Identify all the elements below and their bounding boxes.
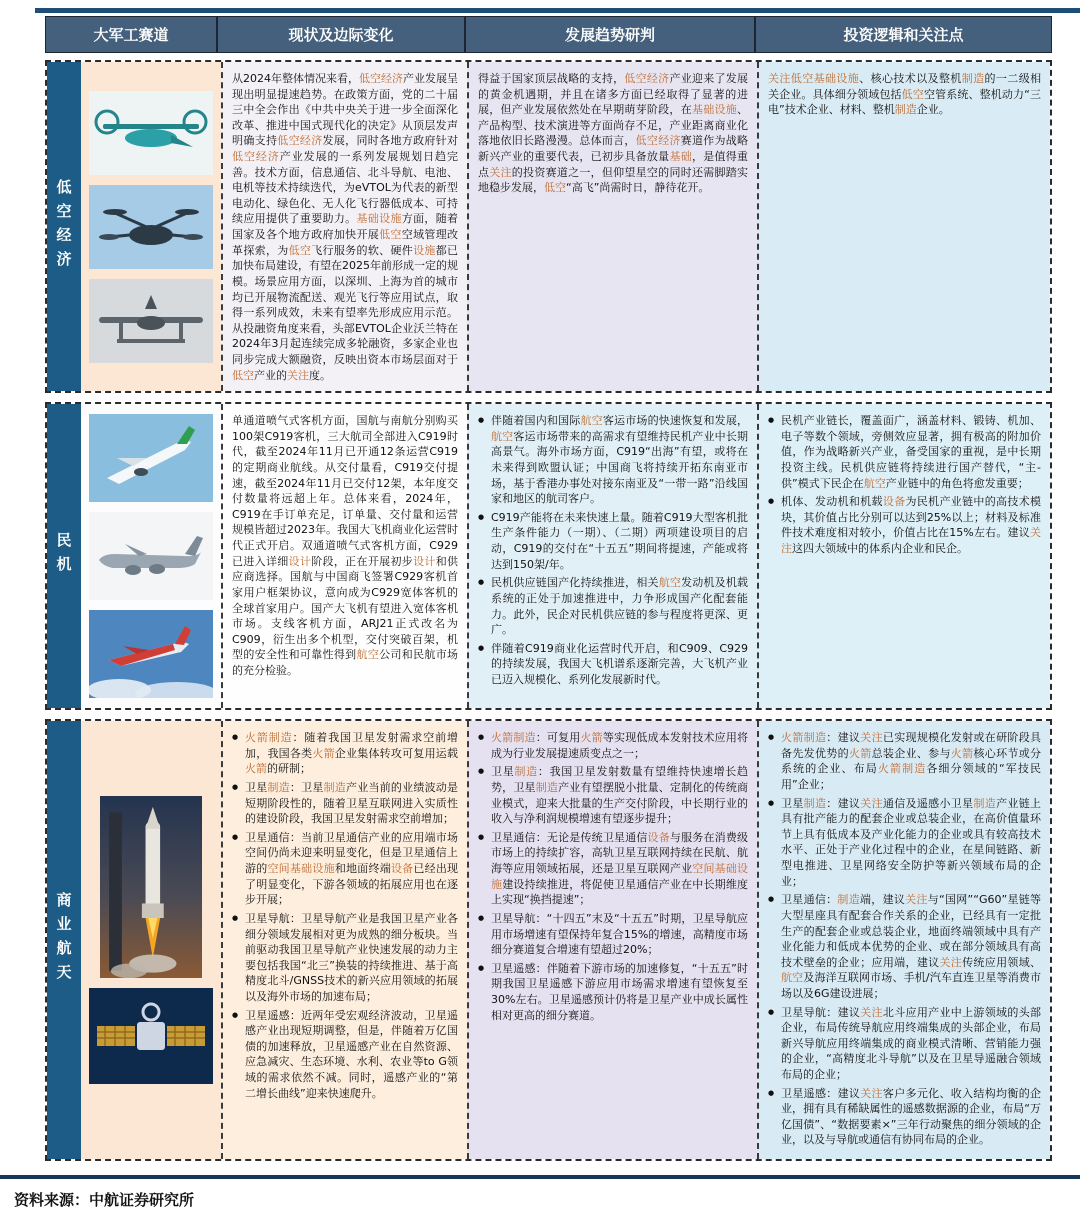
status-cell [221, 721, 467, 1159]
bullet-icon: ● [768, 1007, 775, 1016]
bullet-item [768, 730, 1041, 792]
status-cell [221, 404, 467, 708]
highlighted-term: 制造 [514, 765, 538, 779]
track-photo-panel [81, 721, 221, 1159]
highlighted-term: 制造 [803, 796, 827, 810]
highlighted-term: 航空 [580, 414, 603, 428]
table-header-row [45, 16, 1052, 53]
bullet-icon: ● [478, 963, 485, 972]
satellite-photo [89, 988, 213, 1084]
bullet-item [478, 730, 748, 761]
bullet-item [232, 911, 458, 1005]
cell-paragraph: 从2024年整体情况来看，低空经济产业发展呈现出明显提速趋势。在政策方面，党的二十届三中全会作出《中共中央关于进一步全面深化改革、推进中国式现代化的决定》从顶层发声明确支持低空经济发展，同时各地方政府针对低空经济产业发展的一系列发展规划日趋完善。技术方面，信息通信、北斗导航、电池、电机等技术持续迭代，为eVTOL为代表的新型电动化、绿色化、无人化飞行器低成本、可持续应用提供了重要助力。基础设施方面，随着国家及各个地方政府加快开展低空空域管理改革探索，为低空飞行服务的软、硬件设施都已加快布局建设，有望在2025年前形成一定的规模。场景应用方面，以深圳、上海为首的城市均已开展物流配送、观光飞行等应用试点，取得一系列成效，未来有望率先形成应用示范。从投融资角度来看，头部EVTOL企业沃兰特在2024年3月起连续完成多轮融资，多家企业也同步完成大额融资，反映出资本市场层面对于低空产业的关注度。 [232, 72, 459, 382]
highlighted-term: 基础 [714, 862, 738, 876]
bullet-icon: ● [478, 512, 485, 521]
highlighted-term: 基础 [356, 212, 380, 226]
bullet-item [768, 1005, 1041, 1083]
header-investment-logic: 投资逻辑和关注点 [843, 26, 964, 44]
highlighted-term: 关注 [860, 731, 883, 745]
bullet-item [232, 830, 458, 908]
bullet-icon: ● [768, 497, 775, 506]
highlighted-term: 制造 [961, 72, 985, 85]
bullet-icon: ● [232, 783, 239, 792]
bullet-icon: ● [232, 1010, 239, 1019]
highlighted-term: 关注 [905, 893, 928, 907]
bullet-item [478, 830, 748, 908]
bullet-text: 卫星遥感：近两年受宏观经济波动，卫星遥感产业出现短期调整，但是，伴随着万亿国债的加速释放，卫星遥感产业在自然资源、应急减灾、生态环境、水利、农业等to G领域的需求依然不减。同时，遥感产业的“第二增长曲线”迎来快速爬升。 [245, 1008, 458, 1100]
track-label-2: 民机 [47, 404, 81, 708]
evtol-multirotor-photo [89, 185, 213, 269]
bullet-item [768, 494, 1041, 556]
bullet-text: 卫星通信：制造端，建议关注与“国网”“G60”星链等大型星座具有配套合作关系的企业，已经具有一定批生产的配套企业或总装企业，地面终端领域中具有产业化能力和低成本优势的企业、或在部分领域具有高技术壁垒的企业；应用端，建议关注传统应用领域、航空及海洋互联网市场、手机/汽车直连卫星等消费市场以及6G建设进展； [781, 893, 1042, 1000]
highlighted-term: 制造 [837, 893, 860, 907]
highlighted-term: 设施 [413, 243, 436, 257]
bullet-text: 火箭制造：建议关注已实现规模化发射或在研阶段具备先发优势的火箭总装企业、参与火箭核心环节或分系统的企业、布局火箭制造各细分领域的“军技民用”企业； [781, 731, 1042, 792]
highlighted-term: 低空 [901, 87, 924, 101]
bullet-icon: ● [478, 767, 485, 776]
highlighted-term: 航空 [356, 648, 380, 662]
bullet-text: 卫星通信：当前卫星通信产业的应用端市场空间仍尚未迎来明显变化，但是卫星通信上游的空间基础设施和地面终端设备已经出现了明显变化，下游各领域的拓展应用也在逐步开展； [245, 830, 459, 907]
arj21-red-photo [89, 610, 213, 698]
bullet-item [478, 641, 748, 688]
evtol-tiltrotor-photo [89, 91, 213, 175]
highlighted-term: 低空经济 [635, 134, 681, 148]
highlighted-term: 基础 [691, 103, 715, 117]
highlighted-term: 基础 [669, 150, 692, 164]
track-row-1 [45, 60, 1052, 393]
airliner-gray-photo [89, 512, 213, 600]
logic-cell [757, 721, 1050, 1159]
highlighted-term: 火箭 [781, 731, 804, 745]
highlighted-term: 低空 [635, 134, 659, 148]
top-divider [35, 8, 1080, 13]
header-trend: 发展趋势研判 [466, 17, 756, 52]
highlighted-term: 火箭 [245, 762, 267, 776]
highlighted-term: 低空 [288, 243, 312, 257]
bullet-text: 卫星导航：卫星导航产业是我国卫星产业各细分领域发展相对更为成熟的细分板块。当前驱动我国卫星导航产业快速发展的动力主要包括我国“北三”换装的持续推进、基于高精度北斗/GNSS技术的新兴应用领域的拓展以及海外市场的加速布局； [245, 911, 458, 1003]
bullet-icon: ● [768, 798, 775, 807]
highlighted-term: 低空经济 [359, 72, 403, 85]
highlighted-term: 低空经济 [277, 134, 323, 148]
cell-paragraph: 得益于国家顶层战略的支持，低空经济产业迎来了发展的黄金机遇期，并且在诸多方面已经取得了显著的进展，但产业发展依然处在早期萌芽阶段，在基础设施、产品构型、技术演进等方面尚存不足，产业距离商业化落地依旧长路漫漫。总体而言，低空经济赛道作为战略新兴产业的重要代表，已初步具备放量基础，是值得重点关注的投资赛道之一，但仰望星空的同时还需脚踏实地稳步发展，低空“高飞”尚需时日，静待花开。 [478, 72, 749, 195]
highlighted-term: 航空 [781, 971, 804, 985]
track-row-3 [45, 719, 1052, 1161]
bullet-item [478, 764, 748, 826]
bullet-text: 卫星导航：建议关注北斗应用产业中上游领域的头部企业，布局传统导航应用终端集成的头部企业，布局新兴导航应用终端集成的商业模式清晰、营销能力强的企业，“高精度北斗导航”以及在卫星导遥融合领域布局的企业； [781, 1005, 1042, 1081]
rocket-launch-photo [100, 796, 202, 978]
bullet-icon: ● [478, 733, 485, 742]
highlighted-term: 设备 [882, 495, 906, 509]
highlighted-term: 设施 [714, 103, 738, 117]
bullet-item [478, 510, 748, 572]
bullet-item [232, 780, 458, 827]
trend-cell [467, 404, 757, 708]
bullet-icon: ● [478, 416, 485, 425]
track-label-1: 低空经济 [47, 62, 81, 391]
bullet-icon: ● [478, 832, 485, 841]
bullet-text: 卫星遥感：伴随着下游市场的加速修复，“十五五”时期我国卫星遥感下游应用市场需求增速有望恢复至30%左右。卫星遥感预计仍将是卫星产业中成长属性相对更高的细分赛道。 [491, 961, 748, 1022]
bullet-icon: ● [768, 416, 775, 425]
highlighted-term: 设施 [836, 72, 860, 85]
highlighted-term: 火箭 [848, 746, 872, 760]
industry-comparison-table [45, 16, 1052, 1161]
highlighted-term: 制造 [267, 781, 290, 795]
highlighted-term: 设计 [413, 554, 436, 568]
bullet-icon: ● [232, 733, 239, 742]
highlighted-term: 空间基础设施 [267, 862, 335, 876]
logic-cell [757, 404, 1050, 708]
cell-paragraph: 单通道喷气式客机方面，国航与南航分别购买100架C919客机，三大航司全部进入C919时代，截至2024年11月已开通12条运营C919的定期商业航线。从交付量看，C919交付提速，截至2024年11月已交付12架，本年度交付数量将远超上年。总体来看，2024年，C919在手订单充足，订单量、交付量和运营规模皆超过2023年。我国大飞机商业化运营时代正式开启。双通道喷气式客机方面，C929已进入详细设计阶段，正在开展初步设计和供应商选择。国航与中国商飞签署C929客机首家用户框架协议，意向成为C929宽体客机的全球首家用户。国产大飞机有望进入宽体客机市场。支线客机方面，ARJ21正式改名为C909，衍生出多个机型，交付突破百架，机型的安全性和可靠性得到航空公司和民航市场的充分检验。 [232, 414, 459, 677]
highlighted-term: 制造 [535, 781, 559, 795]
cell-paragraph: 关注低空基础设施、核心技术以及整机制造的一二级相关企业。具体细分领域包括低空空管系统、整机动力“三电”技术企业、材料、整机制造企业。 [768, 72, 1042, 117]
highlighted-term: 火箭 [580, 731, 603, 745]
highlighted-term: 设备 [647, 830, 670, 844]
highlighted-term: 空间基础设施 [491, 862, 749, 891]
highlighted-term: 低空 [359, 72, 381, 85]
bullet-item [768, 413, 1041, 491]
bullet-icon: ● [478, 913, 485, 922]
highlighted-term: 关注 [860, 1005, 883, 1019]
bullet-item [768, 1086, 1041, 1148]
bullet-text: 卫星制造：我国卫星发射数量有望维持快速增长趋势，卫星制造产业有望摆脱小批量、定制化的传统商业模式，迎来大批量的生产交付阶段，中长期行业的收入与净利润规模增速有望逐步提升； [491, 765, 749, 826]
bullet-item [232, 1008, 458, 1102]
highlighted-term: 设施 [491, 862, 749, 891]
bullet-text: 卫星制造：建议关注通信及遥感小卫星制造产业链上具有批产能力的配套企业或总装企业，在高价值量环节上具有低成本及产业化能力的企业或具有较高技术水平、正处于产业化过程中的企业，在星间链路、新型电推进、卫星网络安全防护等新兴领域布局的企业； [781, 796, 1042, 888]
track-photo-panel [81, 62, 221, 391]
highlighted-term: 低空经济 [624, 72, 670, 85]
highlighted-term: 关注 [768, 72, 791, 85]
highlighted-term: 低空经济 [232, 150, 280, 164]
track-label-3: 商业航天 [47, 721, 81, 1159]
bullet-icon: ● [768, 1088, 775, 1097]
highlighted-term: 制造 [268, 731, 293, 745]
status-cell [221, 62, 467, 391]
bullet-item [232, 730, 458, 777]
highlighted-term: 关注 [939, 955, 963, 969]
trend-cell [467, 62, 757, 391]
trend-cell [467, 721, 757, 1159]
highlighted-term: 关注 [860, 796, 883, 810]
highlighted-term: 低空 [624, 72, 647, 85]
bullet-text: 卫星制造：卫星制造产业当前的业绩波动是短期阶段性的，随着卫星互联网进入实质性的建设阶段，我国卫星发射需求空前增加； [245, 781, 459, 826]
bullet-icon: ● [478, 643, 485, 652]
bullet-text: C919产能将在未来快速上量。随着C919大型客机批生产条件能力（一期）、（二期）两项建设项目的启动，C919的交付在“十五五”期间将提速，产能或将达到150架/年。 [491, 510, 748, 571]
header-status: 现状及边际变化 [218, 17, 466, 52]
highlighted-term: 基础 [289, 862, 313, 876]
highlighted-term: 基础 [813, 72, 837, 85]
highlighted-term: 低空 [277, 134, 300, 148]
highlighted-term: 制造 [902, 762, 927, 776]
bullet-text: 伴随着国内和国际航空客运市场的快速恢复和发展，航空客运市场带来的高需求有望维持民机产业中长期高景气。海外市场方面，C919“出海”有望，或将在未来得到欧盟认证；中国商飞将持续开拓东南亚市场，基于香港办事处对接东南亚及“一带一路”沿线国家和地区的航司客户。 [491, 414, 749, 506]
highlighted-term: 火箭 [877, 762, 903, 776]
bullet-text: 民机产业链长，覆盖面广，涵盖材料、锻铸、机加、电子等数个领域，旁侧效应显著，拥有极高的附加价值，作为战略新兴产业，备受国家的重视，是中长期投资主线。民机供应链将持续进行国产替代，“主-供”模式下民企在航空产业链中的角色将愈发重要； [781, 414, 1041, 490]
highlighted-term: 火箭 [491, 731, 514, 745]
vtol-drone-photo [89, 279, 213, 363]
logic-cell [757, 62, 1050, 391]
highlighted-term: 制造 [894, 103, 917, 117]
highlighted-term: 低空 [232, 368, 254, 382]
bullet-text: 民机供应链国产化持续推进，相关航空发动机及机载系统的正处于加速推进中，力争形成国产化配套能力。此外，民企对民机供应链的参与程度将更深、更广。 [491, 576, 749, 637]
highlighted-term: 制造 [323, 781, 347, 795]
bullet-icon: ● [768, 895, 775, 904]
c919-green-photo [89, 414, 213, 502]
highlighted-term: 航空 [491, 429, 514, 443]
highlighted-term: 设施 [312, 862, 335, 876]
highlighted-term: 火箭 [245, 731, 269, 745]
research-report-page [0, 8, 1080, 1226]
header-track: 大军工赛道 [46, 17, 218, 52]
bullet-icon: ● [478, 578, 485, 587]
highlighted-term: 设备 [390, 862, 414, 876]
bullet-icon: ● [768, 733, 775, 742]
highlighted-term: 火箭 [950, 746, 974, 760]
bullet-item [478, 961, 748, 1023]
highlighted-term: 低空 [379, 228, 402, 242]
highlighted-term: 低空 [790, 72, 814, 85]
highlighted-term: 制造 [973, 796, 997, 810]
highlighted-term: 低空 [544, 181, 566, 195]
bullet-text: 卫星导航：“十四五”末及“十五五”时期，卫星导航应用市场增速有望保持年复合15%的增速，高精度市场细分赛道复合增速有望超过20%； [491, 911, 748, 957]
track-row-2 [45, 402, 1052, 710]
highlighted-term: 低空 [232, 150, 256, 164]
highlighted-term: 关注 [781, 526, 1041, 556]
track-photo-panel [81, 404, 221, 708]
highlighted-term: 航空 [863, 476, 886, 490]
highlighted-term: 制造 [513, 731, 536, 745]
source-note: 资料来源：中航证券研究所 [14, 1191, 195, 1210]
bullet-text: 火箭制造：可复用火箭等实现低成本发射技术应用将成为行业发展提速质变点之一； [491, 731, 749, 760]
bullet-text: 伴随着C919商业化运营时代开启，和C909、C929的持续发展，我国大飞机谱系逐渐完善，大飞机产业已迈入规模化、系列化发展新时代。 [491, 641, 748, 686]
bullet-item [478, 575, 748, 637]
bullet-icon: ● [232, 832, 239, 841]
bullet-item [768, 892, 1041, 1001]
bullet-text: 火箭制造：随着我国卫星发射需求空前增加，我国各类火箭企业集体转攻可复用运载火箭的研制； [245, 731, 459, 776]
bullet-text: 卫星通信：无论是传统卫星通信设备与服务在消费级市场上的持续扩容，高轨卫星互联网持续在民航、航海等应用领域拓展，还是卫星互联网产业空间基础设施建设持续推进，将促使卫星通信产业在中长期维度上实现“换挡提速”； [491, 830, 749, 907]
highlighted-term: 制造 [803, 731, 827, 745]
bullet-text: 卫星遥感：建议关注客户多元化、收入结构均衡的企业，拥有具有稀缺属性的遥感数据源的企业，布局“万亿国债”、“数据要素×”三年行动聚焦的细分领域的企业，以及与导航或通信有协同布局的企业。 [781, 1086, 1042, 1147]
highlighted-term: 关注 [489, 165, 512, 179]
table-body [45, 60, 1052, 1161]
highlighted-term: 关注 [287, 368, 309, 382]
bullet-text: 机体、发动机和机载设备为民机产业链中的高技术模块，其价值占比分别可以达到25%以上；材料及标准件技术难度相对较小，价值占比在15%左右。建议关注这四大领域中的体系内企业和民企。 [781, 495, 1042, 556]
highlighted-term: 设施 [379, 212, 402, 226]
bullet-item [478, 911, 748, 958]
highlighted-term: 航空 [658, 576, 682, 590]
bullet-item [768, 796, 1041, 890]
highlighted-term: 设计 [288, 554, 312, 568]
bullet-item [478, 413, 748, 507]
highlighted-term: 关注 [860, 1086, 883, 1100]
bullet-icon: ● [232, 913, 239, 922]
highlighted-term: 火箭 [312, 746, 335, 760]
